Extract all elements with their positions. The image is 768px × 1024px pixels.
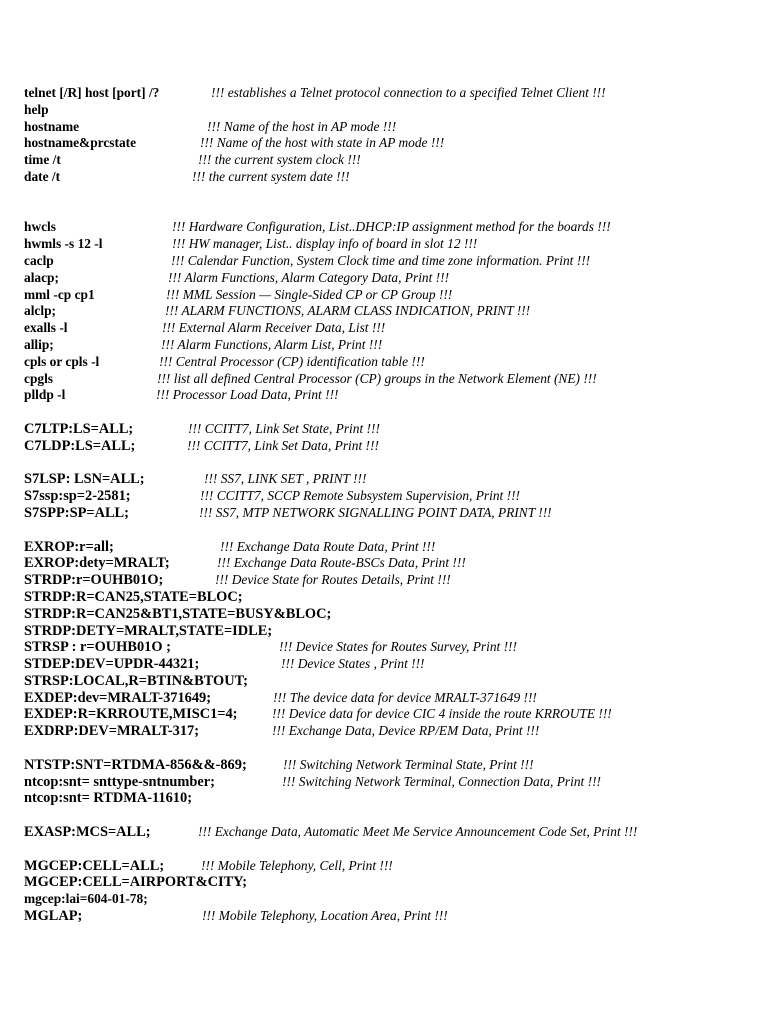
command-comment: !!! Alarm Functions, Alarm Category Data, Print !!! [168, 269, 450, 285]
command-line [24, 858, 754, 875]
command-text: NTSTP:SNT=RTDMA-856&&-869; [24, 756, 247, 773]
command-comment: !!! The device data for device MRALT-371649 !!! [273, 689, 537, 705]
command-line [24, 824, 754, 841]
command-comment: !!! Name of the host in AP mode !!! [207, 118, 397, 134]
command-comment: !!! MML Session — Single-Sided CP or CP Group !!! [166, 286, 453, 302]
command-line [24, 236, 754, 253]
command-comment: !!! the current system clock !!! [198, 152, 361, 168]
command-line [24, 488, 754, 505]
command-text: C7LTP:LS=ALL; [24, 420, 134, 437]
command-line [24, 673, 754, 690]
command-comment: !!! Exchange Data, Automatic Meet Me Service Announcement Code Set, Print !!! [198, 824, 638, 840]
command-line [24, 371, 754, 388]
command-comment: !!! CCITT7, Link Set State, Print !!! [188, 420, 380, 436]
command-comment: !!! Device State for Routes Details, Print !!! [215, 572, 451, 588]
command-text: cpgls [24, 370, 54, 386]
command-line [24, 102, 754, 119]
command-line [24, 270, 754, 287]
command-text: MGCEP:CELL=AIRPORT&CITY; [24, 874, 248, 891]
command-line [24, 471, 754, 488]
command-line [24, 505, 754, 522]
command-line [24, 219, 754, 236]
command-text: C7LDP:LS=ALL; [24, 437, 136, 454]
command-line [24, 320, 754, 337]
command-text: telnet [/R] host [port] /? [24, 85, 160, 100]
command-text: STRDP:R=CAN25&BT1,STATE=BUSY&BLOC; [24, 605, 332, 622]
command-text: STRSP:LOCAL,R=BTIN&BTOUT; [24, 672, 248, 689]
command-comment: !!! Exchange Data Route-BSCs Data, Print !!! [217, 555, 466, 571]
command-text: exalls -l [24, 320, 68, 336]
command-line [24, 152, 754, 169]
command-text: STRDP:r=OUHB01O; [24, 572, 164, 589]
command-text: S7SPP:SP=ALL; [24, 504, 129, 521]
command-line [24, 790, 754, 807]
command-text: S7ssp:sp=2-2581; [24, 488, 131, 505]
command-line [24, 555, 754, 572]
command-comment: !!! HW manager, List.. display info of board in slot 12 !!! [172, 236, 478, 252]
command-line [24, 387, 754, 404]
command-text: EXROP:r=all; [24, 538, 114, 555]
command-line [24, 572, 754, 589]
command-line [24, 706, 754, 723]
command-text: STDEP:DEV=UPDR-44321; [24, 656, 200, 673]
command-comment: !!! Central Processor (CP) identification table !!! [159, 353, 425, 369]
command-comment: !!! list all defined Central Processor (CP) groups in the Network Element (NE) !!! [157, 370, 597, 386]
command-text: hwmls -s 12 -l [24, 236, 103, 252]
command-comment: !!! Device States for Routes Survey, Print !!! [279, 639, 517, 655]
command-text: mgcep:lai=604-01-78; [24, 891, 148, 907]
command-comment: !!! Processor Load Data, Print !!! [156, 387, 339, 403]
command-text: EXDEP:R=KRROUTE,MISC1=4; [24, 706, 238, 723]
command-comment: !!! establishes a Telnet protocol connection to a specified Telnet Client !!! [211, 85, 606, 100]
command-text: EXASP:MCS=ALL; [24, 824, 151, 841]
command-reference [24, 85, 754, 925]
command-text: allip; [24, 336, 54, 352]
command-comment: !!! CCITT7, Link Set Data, Print !!! [187, 437, 379, 453]
command-line [24, 303, 754, 320]
command-comment: !!! the current system date !!! [192, 168, 350, 184]
command-comment: !!! SS7, LINK SET , PRINT !!! [204, 471, 367, 487]
command-line [24, 623, 754, 640]
command-text: STRDP:DETY=MRALT,STATE=IDLE; [24, 622, 273, 639]
command-comment: !!! Alarm Functions, Alarm List, Print !!! [161, 336, 383, 352]
command-text: EXROP:dety=MRALT; [24, 555, 170, 572]
command-text: help [24, 101, 49, 117]
command-line [24, 287, 754, 304]
command-comment: !!! Name of the host with state in AP mode !!! [200, 135, 445, 151]
command-text: MGLAP; [24, 908, 83, 925]
command-line [24, 891, 754, 908]
command-text: STRDP:R=CAN25,STATE=BLOC; [24, 588, 243, 605]
command-comment: !!! Switching Network Terminal, Connection Data, Print !!! [282, 773, 601, 789]
command-line [24, 119, 754, 136]
command-text: EXDRP:DEV=MRALT-317; [24, 723, 200, 740]
command-line [24, 169, 754, 186]
command-text: ntcop:snt= RTDMA-11610; [24, 790, 192, 807]
command-text: STRSP : r=OUHB01O ; [24, 639, 171, 656]
command-text: hostname&prcstate [24, 135, 137, 151]
command-text: caclp [24, 252, 54, 268]
command-comment: !!! ALARM FUNCTIONS, ALARM CLASS INDICATION, PRINT !!! [165, 303, 531, 319]
command-text: EXDEP:dev=MRALT-371649; [24, 689, 212, 706]
command-line [24, 723, 754, 740]
command-line [24, 539, 754, 556]
command-line [24, 639, 754, 656]
command-text: time /t [24, 152, 61, 168]
command-comment: !!! Device data for device CIC 4 inside the route KRROUTE !!! [272, 706, 612, 722]
command-text: hwcls [24, 219, 56, 235]
command-comment: !!! External Alarm Receiver Data, List !!! [162, 320, 386, 336]
command-comment: !!! Mobile Telephony, Location Area, Print !!! [202, 908, 448, 924]
command-line [24, 337, 754, 354]
command-text: alclp; [24, 303, 56, 319]
command-line [24, 589, 754, 606]
command-text: mml -cp cp1 [24, 286, 95, 302]
command-line [24, 606, 754, 623]
command-text: ntcop:snt= snttype-sntnumber; [24, 773, 215, 790]
command-line [24, 656, 754, 673]
command-text: date /t [24, 168, 61, 184]
command-comment: !!! CCITT7, SCCP Remote Subsystem Supervision, Print !!! [200, 488, 520, 504]
command-line [24, 354, 754, 371]
command-text: plldp -l [24, 387, 66, 403]
command-text: alacp; [24, 269, 59, 285]
command-comment: !!! Mobile Telephony, Cell, Print !!! [201, 857, 393, 873]
command-line [24, 421, 754, 438]
command-comment: !!! Switching Network Terminal State, Print !!! [283, 756, 534, 772]
command-line [24, 253, 754, 270]
command-line [24, 757, 754, 774]
command-text: hostname [24, 118, 80, 134]
command-comment: !!! Hardware Configuration, List..DHCP:IP assignment method for the boards !!! [172, 219, 611, 235]
command-line [24, 774, 754, 791]
command-line [24, 908, 754, 925]
command-line [24, 135, 754, 152]
command-line [24, 85, 754, 102]
command-line [24, 690, 754, 707]
command-comment: !!! Exchange Data, Device RP/EM Data, Print !!! [272, 723, 540, 739]
command-comment: !!! Exchange Data Route Data, Print !!! [220, 538, 436, 554]
command-line [24, 874, 754, 891]
command-comment: !!! Calendar Function, System Clock time and time zone information. Print !!! [171, 252, 591, 268]
command-line [24, 438, 754, 455]
command-text: cpls or cpls -l [24, 353, 100, 369]
command-comment: !!! Device States , Print !!! [281, 656, 425, 672]
command-comment: !!! SS7, MTP NETWORK SIGNALLING POINT DATA, PRINT !!! [199, 504, 552, 520]
command-text: S7LSP: LSN=ALL; [24, 471, 145, 488]
command-text: MGCEP:CELL=ALL; [24, 857, 165, 874]
